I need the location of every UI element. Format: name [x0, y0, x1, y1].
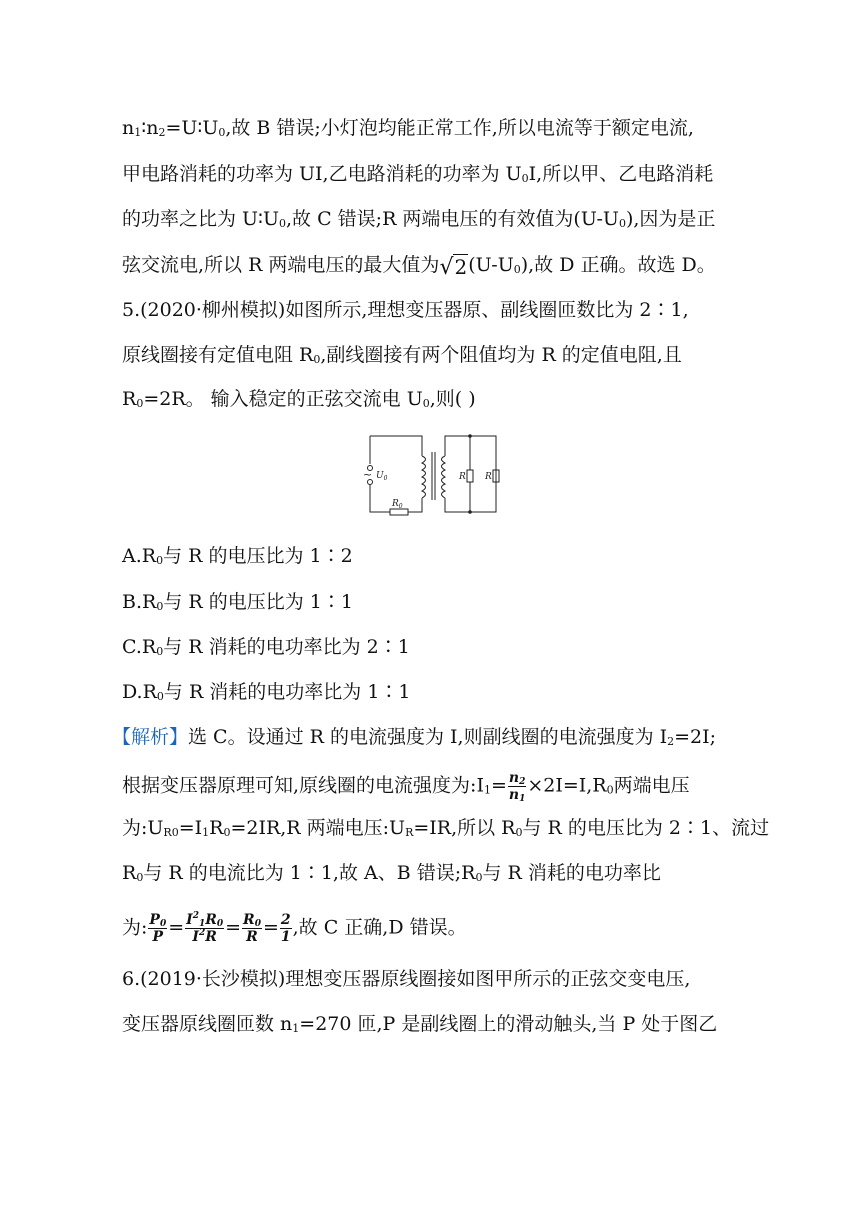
line-2: 甲电路消耗的功率为 UI,乙电路消耗的功率为 $U_0I$,所以甲、乙电路消耗 — [122, 163, 714, 185]
line-3: 的功率之比为 $U∶U_0$,故 C 错误;R 两端电压的有效值为$(U-U_0)$,因为是正 — [122, 208, 716, 230]
r-label-2: R — [485, 472, 492, 482]
question-5-line-3: $R_0=2R$。 输入稳定的正弦交流电 $U_0$,则( ) — [122, 388, 476, 410]
question-5-line-2: 原线圈接有定值电阻 $R_0$,副线圈接有两个阻值均为 R 的定值电阻,且 — [122, 344, 682, 366]
option-d: $D.R_0$与 R 消耗的电功率比为 1∶1 — [122, 681, 411, 703]
question-5-line-1: 5.(2020·柳州模拟)如图所示,理想变压器原、副线圈匝数比为 2∶1, — [122, 299, 689, 321]
analysis-line-1: 【解析】选 C。设通过 R 的电流强度为 I,则副线圈的电流强度为 $I_2=2I$; — [112, 726, 717, 748]
circuit-diagram — [360, 428, 500, 520]
sqrt-symbol: √2 — [439, 255, 468, 280]
line-1: $n_1∶n_2=U∶U_0$,故 B 错误;小灯泡均能正常工作,所以电流等于额定电流, — [122, 117, 694, 139]
fraction-p0-p: $\frac{P_0}{P}$ — [149, 912, 167, 945]
fraction-r0-r: $\frac{R_0}{R}$ — [243, 912, 261, 945]
analysis-line-5: 为: $\frac{P_0}{P}$ = $\frac{I^2_1R_0}{I^2R}$ = $\frac{R_0}{R}$ = $\frac{2}{1}$ ,故 C 正确,D 错误。 — [122, 911, 467, 945]
ac-source-symbol: ~ — [363, 468, 373, 481]
fraction-n2-n1: $\frac{n_2}{n_1}$ — [508, 770, 526, 804]
analysis-line-2: 根据变压器原理可知,原线圈的电流强度为$:I_1=$ $\frac{n_2}{n_1}$ $\times 2I=I,R_0$两端电压 — [122, 770, 690, 804]
option-c: $C.R_0$与 R 消耗的电功率比为 2∶1 — [122, 636, 410, 658]
analysis-line-3: 为$:U_{R0}=I_1R_0=2IR,R$ 两端电压$:U_R=IR$,所以 $R_0$与 R 的电压比为 2∶1、流过 — [122, 817, 770, 839]
analysis-tag: 【解析】 — [112, 726, 189, 748]
analysis-line-4: $R_0$与 R 的电流比为 1∶1,故 A、B 错误$;R_0$与 R 消耗的电功率比 — [122, 862, 661, 884]
r0-label: $R_0$ — [392, 499, 403, 510]
r-label-1: R — [459, 472, 466, 482]
u0-label: $U_0$ — [376, 471, 388, 482]
option-b: $B.R_0$与 R 的电压比为 1∶1 — [122, 591, 353, 613]
fraction-power-ratio: $\frac{I^2_1R_0}{I^2R}$ — [186, 911, 224, 945]
option-a: $A.R_0$与 R 的电压比为 1∶2 — [122, 545, 353, 567]
question-6-line-1: 6.(2019·长沙模拟)理想变压器原线圈接如图甲所示的正弦交变电压, — [122, 968, 691, 990]
line-4: 弦交流电,所以 R 两端电压的最大值为$√2(U-U_0)$,故 D 正确。故选 D。 — [122, 254, 716, 280]
question-6-line-2: 变压器原线圈匝数 $n_1=270$ 匝,P 是副线圈上的滑动触头,当 P 处于图乙 — [122, 1013, 718, 1035]
fraction-2-1: $\frac{2}{1}$ — [280, 912, 291, 945]
